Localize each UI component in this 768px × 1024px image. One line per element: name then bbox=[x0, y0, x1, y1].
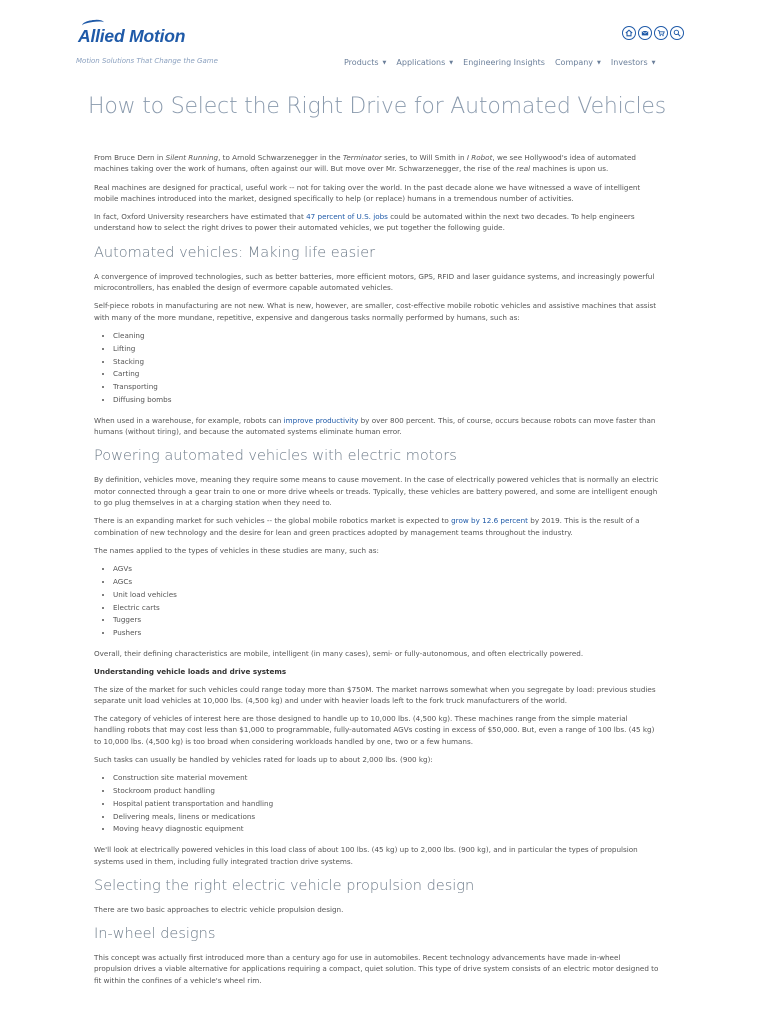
list-item: • Tuggers bbox=[113, 614, 660, 627]
section-heading-in-wheel: In-wheel designs bbox=[94, 926, 216, 943]
nav-applications[interactable] bbox=[396, 58, 453, 67]
list-item: • Carting bbox=[113, 368, 660, 381]
nav-company[interactable] bbox=[555, 58, 601, 67]
s2-paragraph-4: Overall, their defining characteristics are mobile, intelligent (in many cases), semi- or fully-autonomous, and often electrically powered. bbox=[94, 648, 584, 658]
s2-paragraph-5: The size of the market for such vehicles could range today more than $750M. The market narrows somewhat when you segregate by load: previous studies separate unit load vehicles at 10,000 lbs. (4,500 kg) and under with heavier loads left to the fork truck manufacturers of the world. bbox=[94, 684, 656, 705]
list-item: • AGVs bbox=[113, 563, 660, 576]
s2-paragraph-8: We'll look at electrically powered vehicles in this load class of about 100 lbs. (45 kg) up to 2,000 lbs. (900 kg), and in particular the types of propulsion systems used in them, including fully integrated traction drive systems. bbox=[94, 845, 638, 866]
nav-investors[interactable] bbox=[611, 58, 656, 67]
s1-paragraph-2: Self-piece robots in manufacturing are not new. What is new, however, are smaller, cost-effective mobile robotic vehicles and assistive machines that assist with many of the more mundane, repetitive, expensive and dangerous tasks normally performed by humans, such as: bbox=[94, 301, 657, 322]
intro-paragraph-2: Real machines are designed for practical, useful work -- not for taking over the world. In the past decade alone we have witnessed a wave of intelligent mobile machines introduced into the market, designed specifically to help (or replace) humans in a tremendous number of activities. bbox=[94, 182, 641, 203]
nav-label: Engineering Insights bbox=[463, 58, 545, 67]
allied-motion-logo[interactable] bbox=[78, 26, 185, 47]
vehicle-types-list bbox=[113, 563, 660, 640]
nav-products[interactable] bbox=[344, 58, 386, 67]
search-icon[interactable] bbox=[670, 26, 684, 40]
cart-icon[interactable] bbox=[654, 26, 668, 40]
section-heading-electric-motors: Powering automated vehicles with electric motors bbox=[94, 448, 457, 465]
tasks-list bbox=[113, 330, 660, 407]
main-nav bbox=[344, 58, 666, 67]
header-icons bbox=[622, 26, 684, 40]
site-header bbox=[0, 0, 768, 82]
list-item: • Pushers bbox=[113, 627, 660, 640]
list-item: • Stockroom product handling bbox=[113, 785, 660, 798]
caret-down-icon: ▼ bbox=[449, 59, 454, 66]
list-item: • Lifting bbox=[113, 343, 660, 356]
list-item: • Delivering meals, linens or medications bbox=[113, 811, 660, 824]
productivity-link[interactable]: improve productivity bbox=[283, 415, 359, 425]
growth-link[interactable]: grow by 12.6 percent bbox=[451, 516, 528, 526]
s1-paragraph-1: A convergence of improved technologies, such as better batteries, more efficient motors, GPS, RFID and laser guidance systems, and increasingly powerful microcontrollers, has enabled the design of evermore capable automated vehicles. bbox=[94, 271, 655, 293]
s3-paragraph-1: There are two basic approaches to electric vehicle propulsion design. bbox=[94, 904, 344, 914]
list-item: • Hospital patient transportation and handling bbox=[113, 798, 660, 811]
logo-text: Allied Motion bbox=[78, 26, 186, 46]
mail-icon[interactable] bbox=[638, 26, 652, 40]
s4-paragraph-1: This concept was actually first introduced more than a century ago for use in automobiles. Recent technology advancements have made in-wheel propulsion drives a viable alternative for applications requiring a compact, quiet solution. This type of drive system consists of an electric motor designed to fit within the confines of a vehicle's wheel rim. bbox=[94, 953, 659, 985]
section-heading-automated-vehicles: Automated vehicles: Making life easier bbox=[94, 244, 376, 261]
load-tasks-list bbox=[113, 772, 660, 836]
s1-paragraph-3: When used in a warehouse, for example, robots can improve productivity by over 800 percent. This, of course, occurs because robots can move faster than humans (without tiring), and because the automated systems eliminate human error. bbox=[94, 415, 656, 437]
section-heading-propulsion-design: Selecting the right electric vehicle propulsion design bbox=[94, 877, 475, 894]
s2-paragraph-1: By definition, vehicles move, meaning they require some means to cause movement. In the case of electrically powered vehicles that is normally an electric motor connected through a gear train to one or more drive wheels or treads. Typically, these vehicles are battery powered, and some are intelligent enough to go plug themselves in at a charging station when they need to. bbox=[94, 475, 659, 507]
s2-paragraph-7: Such tasks can usually be handled by vehicles rated for loads up to about 2,000 lbs. (900 kg): bbox=[94, 754, 433, 764]
list-item: • Cleaning bbox=[113, 330, 660, 343]
list-item: • Transporting bbox=[113, 381, 660, 394]
home-icon[interactable] bbox=[622, 26, 636, 40]
intro-paragraph-3: In fact, Oxford University researchers have estimated that 47 percent of U.S. jobs could be automated within the next two decades. To help engineers understand how to select the right drives to power their automated vehicles, we put together the following guide. bbox=[94, 212, 635, 233]
tagline: Motion Solutions That Change the Game bbox=[76, 57, 218, 65]
article-body bbox=[94, 152, 660, 993]
list-item: • Stacking bbox=[113, 356, 660, 369]
s2-paragraph-6: The category of vehicles of interest here are those designed to handle up to 10,000 lbs. (4,500 kg). These machines range from the simple material handling robots that may cost less than $1,000 to programmable, fully-automated AGVs costing in excess of $50,000. But, even a range of 100 lbs. (45 kg) to 10,000 lbs. (4,500 kg) is too broad when considering workloads handled by one, two or a few humans. bbox=[94, 714, 655, 746]
nav-label: Company bbox=[554, 58, 594, 67]
nav-engineering-insights[interactable] bbox=[463, 58, 545, 67]
s2-paragraph-3: The names applied to the types of vehicles in these studies are many, such as: bbox=[94, 545, 379, 555]
list-item: • Moving heavy diagnostic equipment bbox=[113, 823, 660, 836]
subheading-vehicle-loads: Understanding vehicle loads and drive systems bbox=[94, 667, 287, 677]
s2-paragraph-2: There is an expanding market for such vehicles -- the global mobile robotics market is expected to grow by 12.6 percent by 2019. This is the result of a combination of new technology and the desire for lean and green practices adopted by management teams throughout the industry. bbox=[94, 516, 640, 537]
list-item: • Electric carts bbox=[113, 602, 660, 615]
list-item: • AGCs bbox=[113, 576, 660, 589]
list-item: • Unit load vehicles bbox=[113, 589, 660, 602]
list-item: • Construction site material movement bbox=[113, 772, 660, 785]
nav-label: Applications bbox=[396, 58, 446, 67]
caret-down-icon: ▼ bbox=[382, 59, 387, 66]
intro-paragraph-1: From Bruce Dern in Silent Running, to Arnold Schwarzenegger in the Terminator series, to Will Smith in I Robot, we see Hollywood's idea of automated machines taking over the work of humans, often against our will. But move over Mr. Schwarzenegger, the rise of the real machines is upon us. bbox=[94, 153, 636, 174]
nav-label: Investors bbox=[610, 58, 648, 67]
page-title: How to Select the Right Drive for Automated Vehicles bbox=[88, 94, 666, 119]
jobs-study-link[interactable]: 47 percent of U.S. jobs bbox=[306, 212, 388, 222]
list-item: • Diffusing bombs bbox=[113, 394, 660, 407]
caret-down-icon: ▼ bbox=[597, 59, 601, 66]
caret-down-icon: ▼ bbox=[651, 59, 656, 66]
nav-label: Products bbox=[344, 58, 379, 67]
